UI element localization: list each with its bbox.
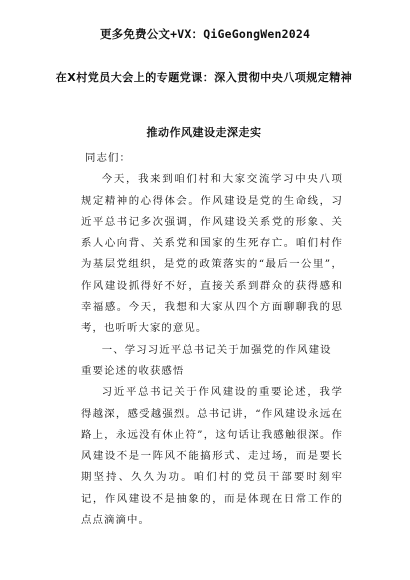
body-paragraph-1: 今天，我来到咱们村和大家交流学习中央八项规定精神的心得体会。作风建设是党的生命线，习近平总书记多次强调，作风建设关系党的形象、关系人心向背、关系党和国家的生死存亡。咱们村作为基层党组织，是党的政策落实的“最后一公里”，作风建设抓得好不好，直接关系到群众的获得感和幸福感。今天，我想和大家从四个方面聊聊我的思考，也听听大家的意见。 (81, 173, 343, 335)
section-heading-1: 一、学习习近平总书记关于加强党的作风建设重要论述的收获感悟 (81, 343, 332, 377)
document-title-line-2: 推动作风建设走深走实 (146, 126, 262, 139)
promo-header: 更多免费公文+VX：QiGeGongWen2024 (99, 27, 311, 41)
document-title-line-1: 在X村党员大会上的专题党课：深入贯彻中央八项规定精神 (55, 71, 353, 84)
salutation: 同志们： (85, 152, 131, 164)
document-body (81, 148, 343, 531)
body-paragraph-2: 习近平总书记关于作风建设的重要论述，我学得越深，感受越强烈。总书记讲，“作风建设永远在路上，永远没有休止符”，这句话让我感触很深。作风建设不是一阵风不能搞形式、走过场，而是要长期坚持、久久为功。咱们村的党员干部要时刻牢记，作风建设不是抽象的，而是体现在日常工作的点点滴滴中。 (81, 386, 343, 527)
